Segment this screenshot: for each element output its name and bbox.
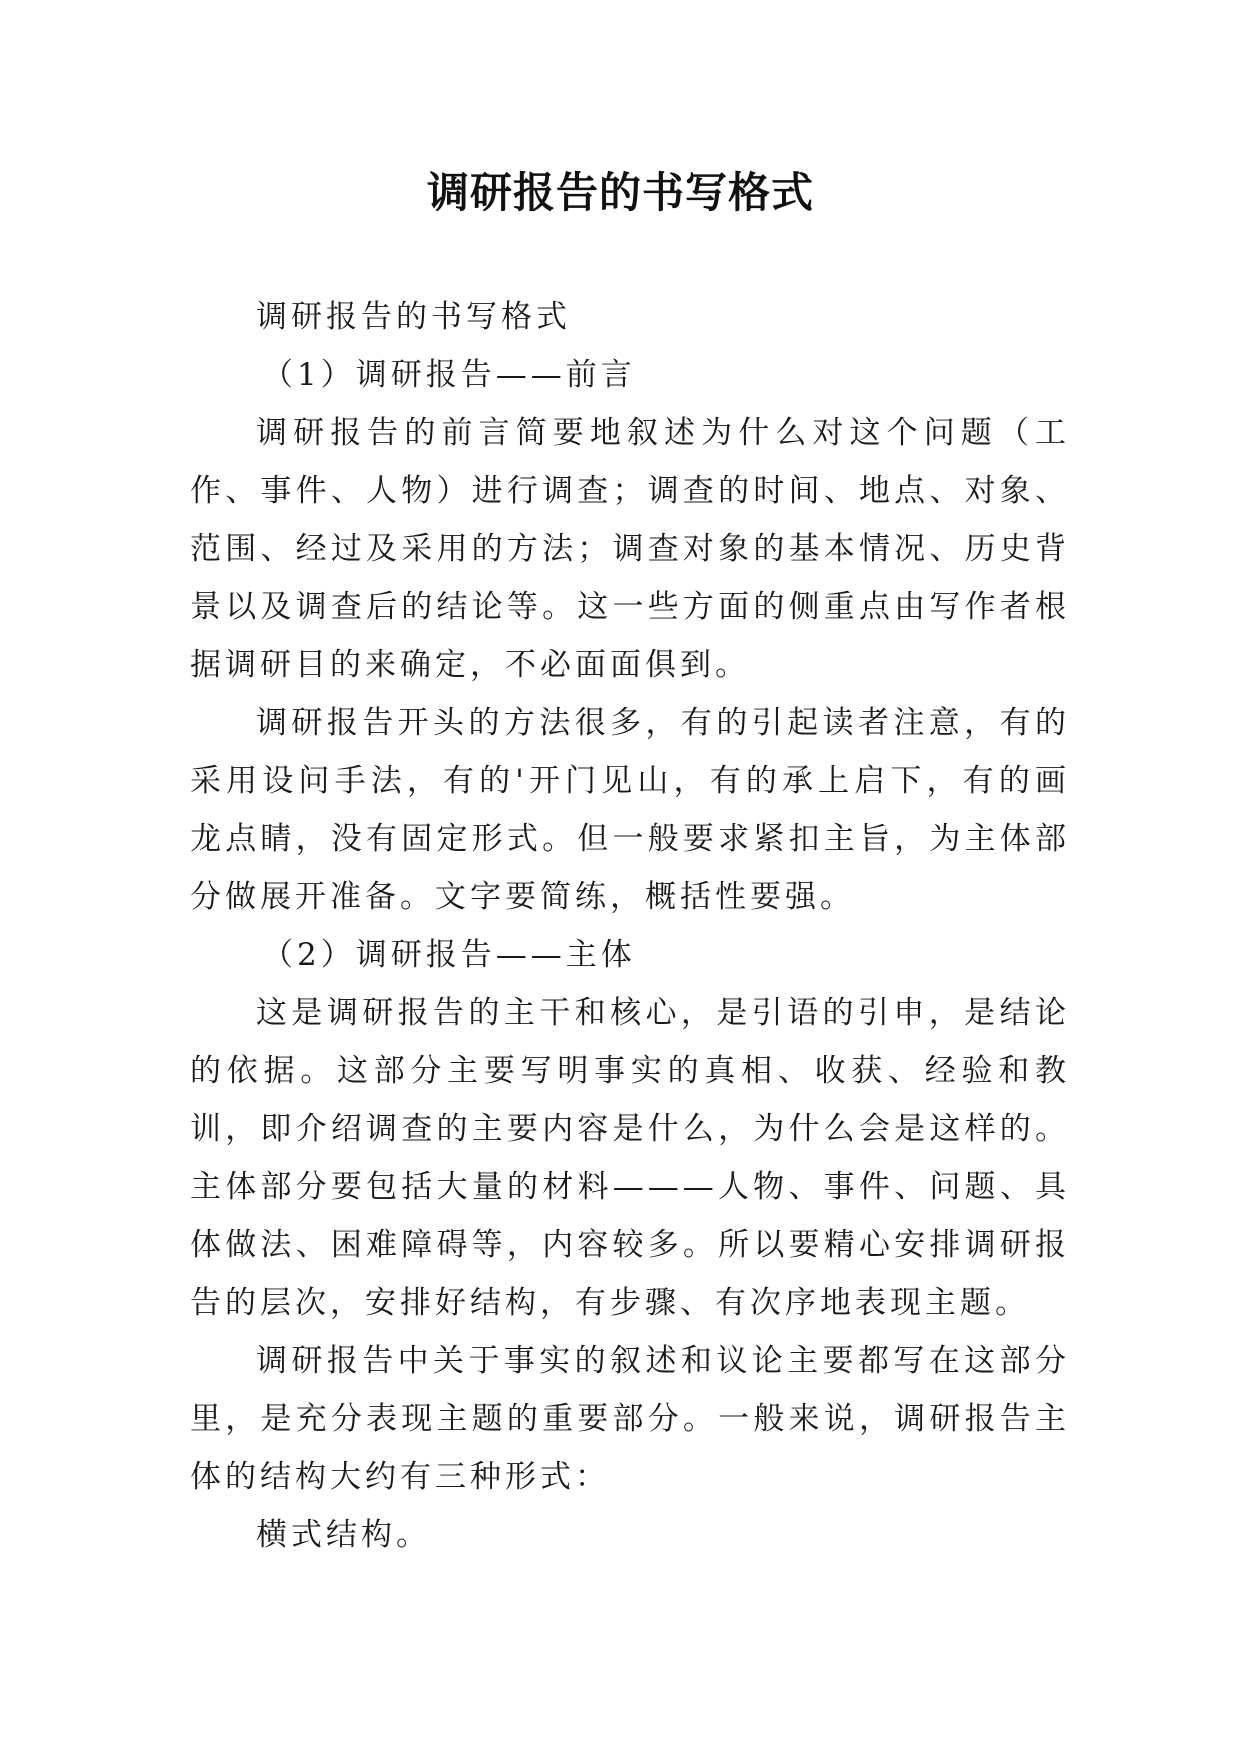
paragraph-preface-description: 调研报告的前言简要地叙述为什么对这个问题（工作、事件、人物）进行调查；调查的时间、地点、对象、范围、经过及采用的方法；调查对象的基本情况、历史背景以及调查后的结论等。这一些方面的侧重点由写作者根据调研目的来确定，不必面面俱到。 [190, 415, 1070, 683]
section-heading-preface: （1）调研报告——前言 [262, 357, 636, 393]
section-heading-body: （2）调研报告——主体 [262, 937, 636, 973]
document-body [190, 288, 1070, 1564]
paragraph-body-structure: 调研报告中关于事实的叙述和议论主要都写在这部分里，是充分表现主题的重要部分。一般来说，调研报告主体的结构大约有三种形式： [190, 1343, 1070, 1495]
paragraph-body-core: 这是调研报告的主干和核心，是引语的引申，是结论的依据。这部分主要写明事实的真相、收获、经验和教训，即介绍调查的主要内容是什么，为什么会是这样的。主体部分要包括大量的材料———人物、事件、问题、具体做法、困难障碍等，内容较多。所以要精心安排调研报告的层次，安排好结构，有步骤、有次序地表现主题。 [190, 995, 1070, 1321]
subtitle-paragraph: 调研报告的书写格式 [256, 299, 571, 335]
paragraph-opening-methods: 调研报告开头的方法很多，有的引起读者注意，有的采用设问手法，有的'开门见山，有的承上启下，有的画龙点睛，没有固定形式。但一般要求紧扣主旨，为主体部分做展开准备。文字要简练，概括性要强。 [190, 705, 1070, 915]
page-title: 调研报告的书写格式 [426, 168, 814, 217]
paragraph-horizontal-structure: 横式结构。 [256, 1517, 431, 1553]
